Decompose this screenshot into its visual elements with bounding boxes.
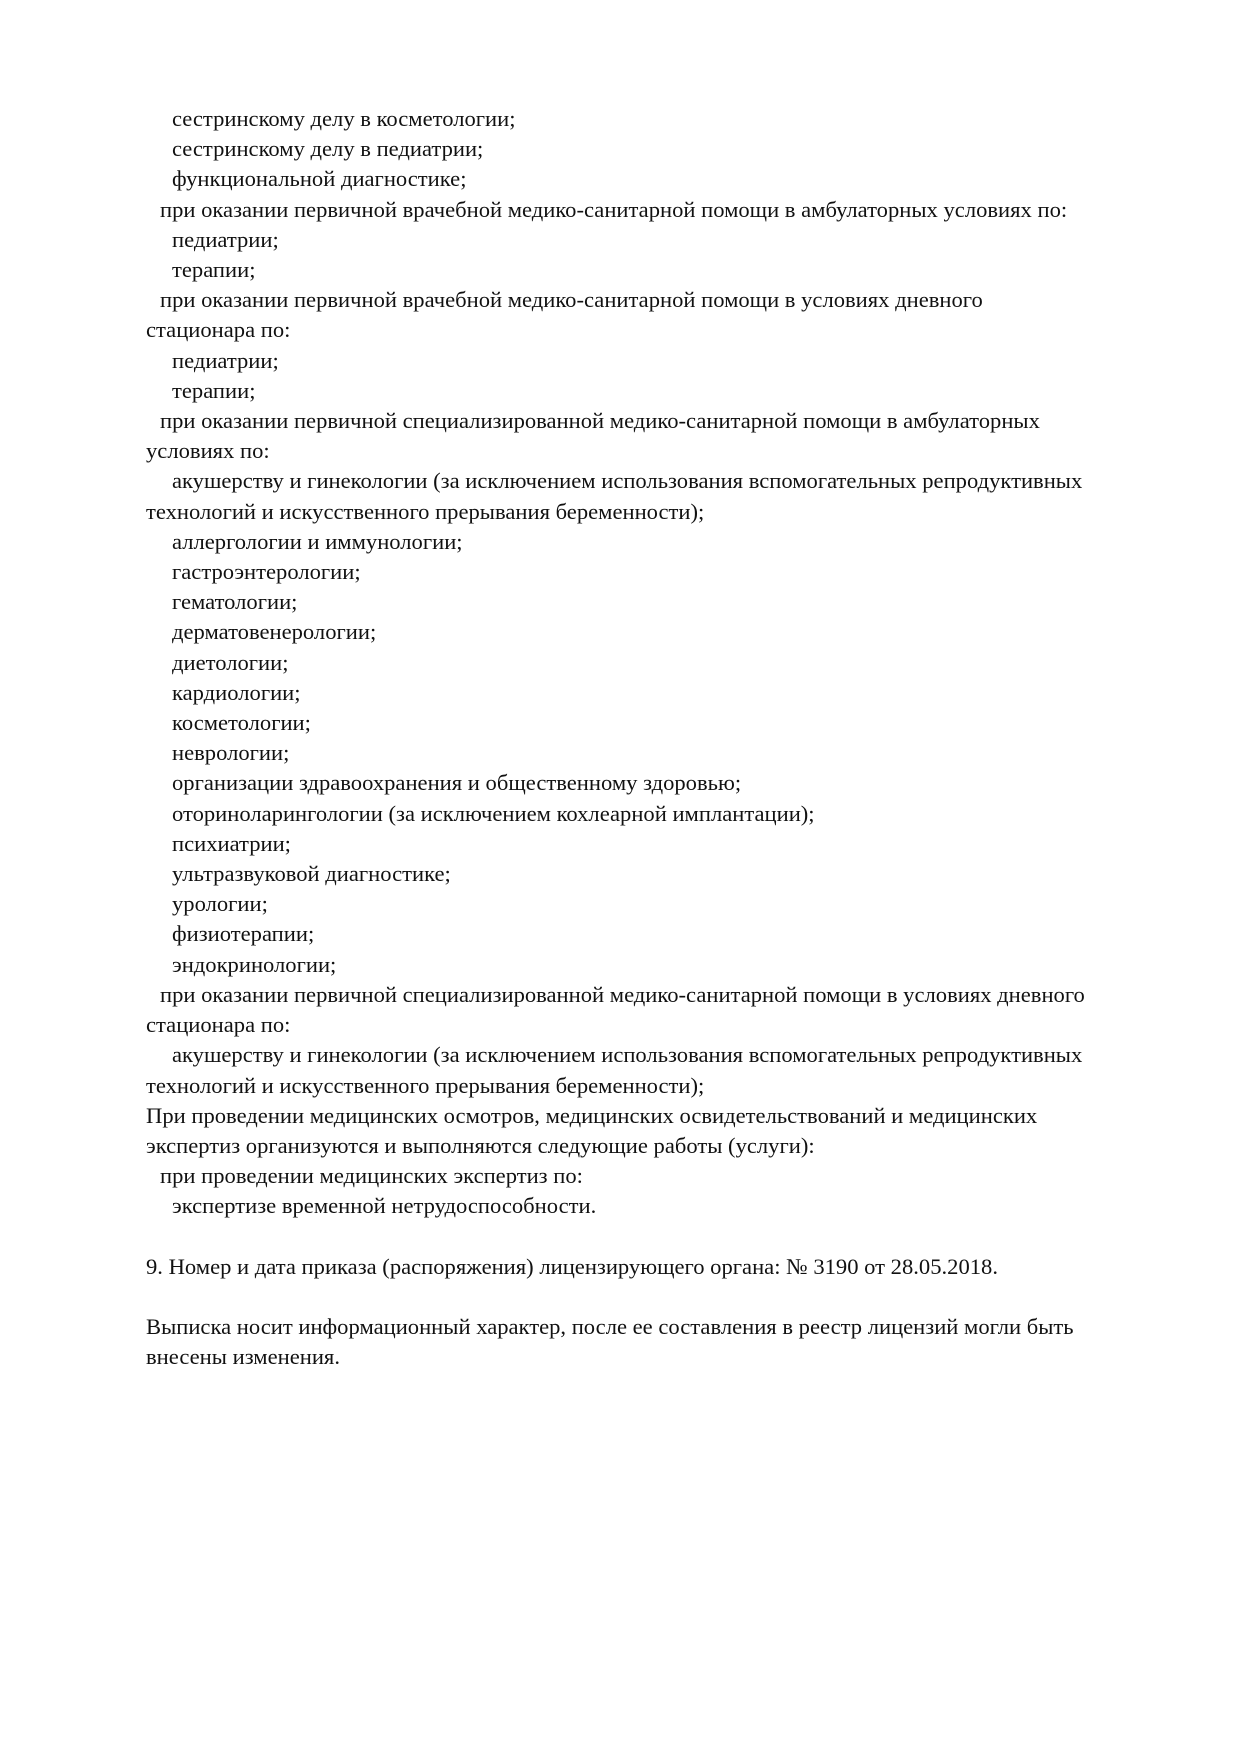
document-line: стационара по: — [146, 1012, 291, 1038]
document-line: терапии; — [172, 257, 256, 283]
spacer — [146, 1222, 1186, 1252]
order-number-line: 9. Номер и дата приказа (распоряжения) лицензирующего органа: № 3190 от 28.05.2018. — [146, 1253, 998, 1279]
spacer — [146, 1282, 1186, 1312]
document-line: педиатрии; — [172, 226, 279, 252]
document-line: при оказании первичной врачебной медико-санитарной помощи в условиях дневного — [160, 287, 983, 313]
document-line: аллергологии и иммунологии; — [172, 528, 463, 554]
document-line: урологии; — [172, 891, 268, 917]
document-line: технологий и искусственного прерывания беременности); — [146, 498, 705, 524]
document-line: акушерству и гинекологии (за исключением использования вспомогательных репродуктивных — [172, 468, 1083, 494]
document-line: при оказании первичной врачебной медико-санитарной помощи в амбулаторных условиях по: — [160, 196, 1068, 222]
document-line: функциональной диагностике; — [172, 166, 467, 192]
document-line: экспертиз организуются и выполняются следующие работы (услуги): — [146, 1132, 815, 1158]
document-line: условиях по: — [146, 438, 270, 464]
document-line: неврологии; — [172, 740, 290, 766]
document-line: при оказании первичной специализированной медико-санитарной помощи в условиях дневного — [160, 981, 1085, 1007]
document-line: при проведении медицинских экспертиз по: — [160, 1163, 583, 1189]
document-line: терапии; — [172, 377, 256, 403]
document-line: технологий и искусственного прерывания беременности); — [146, 1072, 705, 1098]
document-line: физиотерапии; — [172, 921, 315, 947]
document-line: диетологии; — [172, 649, 289, 675]
document-page — [146, 104, 1186, 1373]
document-line: эндокринологии; — [172, 951, 337, 977]
document-line: дерматовенерологии; — [172, 619, 377, 645]
document-line: гастроэнтерологии; — [172, 559, 361, 585]
document-line: психиатрии; — [172, 830, 291, 856]
document-line: кардиологии; — [172, 679, 301, 705]
document-line: стационара по: — [146, 317, 291, 343]
document-line: организации здравоохранения и общественному здоровью; — [172, 770, 742, 796]
document-line: экспертизе временной нетрудоспособности. — [172, 1193, 597, 1219]
license-activity-list — [146, 104, 1186, 1222]
document-line: гематологии; — [172, 589, 298, 615]
document-line: акушерству и гинекологии (за исключением использования вспомогательных репродуктивных — [172, 1042, 1083, 1068]
document-line: при оказании первичной специализированной медико-санитарной помощи в амбулаторных — [160, 408, 1040, 434]
document-line: педиатрии; — [172, 347, 279, 373]
document-line: сестринскому делу в косметологии; — [172, 106, 516, 131]
disclaimer-line: внесены изменения. — [146, 1344, 340, 1370]
document-line: косметологии; — [172, 710, 311, 736]
document-line: оториноларингологии (за исключением кохлеарной имплантации); — [172, 800, 815, 826]
document-line: При проведении медицинских осмотров, медицинских освидетельствований и медицинских — [146, 1102, 1038, 1128]
document-line: сестринскому делу в педиатрии; — [172, 136, 484, 162]
disclaimer-line: Выписка носит информационный характер, после ее составления в реестр лицензий могли быть — [146, 1314, 1074, 1340]
document-line: ультразвуковой диагностике; — [172, 861, 451, 887]
